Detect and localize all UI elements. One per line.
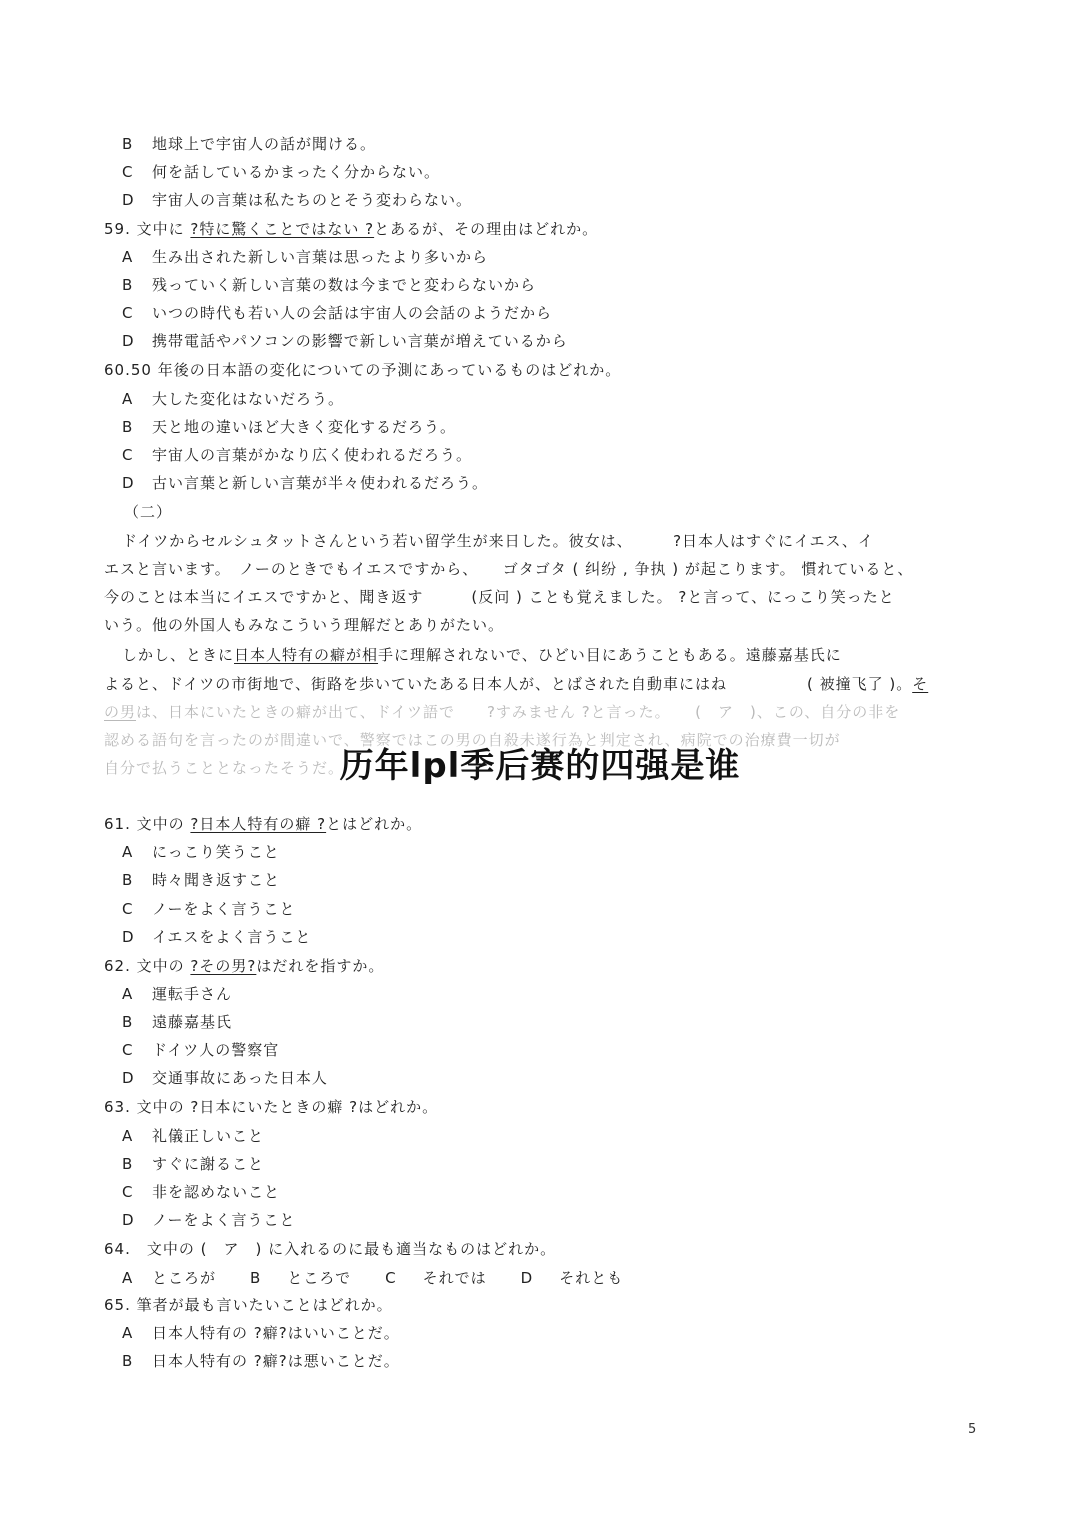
- option-line: A 生み出された新しい言葉は思ったより多いから: [122, 248, 489, 266]
- underlined-phrase: の男: [104, 703, 137, 721]
- option-line: A にっこり笑うこと: [122, 843, 280, 861]
- option-line: D 宇宙人の言葉は私たちのとそう変わらない。: [122, 191, 473, 209]
- question-64: 64. 文中の ( ア ) に入れるのに最も適当なものはどれか。: [104, 1240, 557, 1258]
- option-line: D 古い言葉と新しい言葉が半々使われるだろう。: [122, 474, 489, 492]
- option-line: A 大した変化はないだろう。: [122, 390, 345, 408]
- passage-line: よると、ドイツの市街地で、街路を歩いていたある日本人が、とばされた自動車にはね ( 被撞飞了 )。そ: [104, 675, 929, 693]
- passage-line: ドイツからセルシュタットさんという若い留学生が来日した。彼女は、 ?日本人はすぐにイエス、イ: [122, 532, 874, 550]
- question-61: 61. 文中の ?日本人特有の癖 ?とはどれか。: [104, 815, 423, 833]
- option-line: D ノーをよく言うこと: [122, 1211, 296, 1229]
- quoted-phrase: ?日本人特有の癖 ?: [190, 815, 327, 833]
- option-line: A 礼儀正しいこと: [122, 1127, 265, 1145]
- option-line: D イエスをよく言うこと: [122, 928, 312, 946]
- option-line: B すぐに謝ること: [122, 1155, 265, 1173]
- passage-line: しかし、ときに日本人特有の癖が相手に理解されないで、ひどい目にあうこともある。遠藤嘉基氏に: [122, 646, 842, 664]
- option-line: C 非を認めないこと: [122, 1183, 281, 1201]
- passage-line: 認める語句を言ったのが間違いで、警察ではこの男の自殺未遂行為と判定され、病院での治療費一切が: [104, 731, 841, 749]
- overlay-title: 历年lpl季后赛的四强是谁: [339, 746, 741, 786]
- option-line: B 時々聞き返すこと: [122, 871, 281, 889]
- option-line: C 宇宙人の言葉がかなり広く使われるだろう。: [122, 446, 473, 464]
- option-line: B 残っていく新しい言葉の数は今までと変わらないから: [122, 276, 537, 294]
- passage-line: エスと言います。 ノーのときでもイエスですから、 ゴタゴタ ( 纠纷 , 争执 ) が起こります。 慣れていると、: [104, 560, 914, 578]
- option-line: D 交通事故にあった日本人: [122, 1069, 328, 1087]
- passage-line: 自分で払うこととなったそうだ。: [104, 759, 345, 777]
- option-line: B 日本人特有の ?癖?は悪いことだ。: [122, 1352, 400, 1370]
- option-line: B 天と地の違いほど大きく変化するだろう。: [122, 418, 457, 436]
- option-line: D 携帯電話やパソコンの影響で新しい言葉が増えているから: [122, 332, 568, 350]
- question-65: 65. 筆者が最も言いたいことはどれか。: [104, 1296, 393, 1314]
- option-line: C ドイツ人の警察官: [122, 1041, 280, 1059]
- section-label: （二）: [124, 503, 173, 521]
- question-63: 63. 文中の ?日本にいたときの癖 ?はどれか。: [104, 1098, 439, 1116]
- question-59: 59. 文中に ?特に驚くことではない ?とあるが、その理由はどれか。: [104, 220, 599, 238]
- option-line: C 何を話しているかまったく分からない。: [122, 163, 441, 181]
- option-line: C ノーをよく言うこと: [122, 900, 296, 918]
- quoted-phrase: ?特に驚くことではない ?: [190, 220, 375, 238]
- option-line: A 運転手さん: [122, 985, 233, 1003]
- passage-line: 今のことは本当にイエスですかと、聞き返す (反问 ) ことも覚えました。 ?と言って、にっこり笑ったと: [104, 588, 895, 606]
- underlined-phrase: そ: [912, 675, 929, 693]
- underlined-phrase: 日本人特有の癖が相: [234, 646, 379, 664]
- option-line: C いつの時代も若い人の会話は宇宙人の会話のようだから: [122, 304, 553, 322]
- option-line: B 地球上で宇宙人の話が聞ける。: [122, 135, 377, 153]
- question-60: 60.50 年後の日本語の変化についての予測にあっているものはどれか。: [104, 361, 622, 379]
- option-row: A ところが B ところで C それでは D それとも: [122, 1269, 624, 1287]
- quoted-phrase: ?その男?: [190, 957, 257, 975]
- passage-line: の男は、日本にいたときの癖が出て、ドイツ語で ?すみません ?と言った。 ( ア )、この、自分の非を: [104, 703, 901, 721]
- passage-line: いう。他の外国人もみなこういう理解だとありがたい。: [104, 616, 505, 634]
- page-number: 5: [968, 1422, 977, 1437]
- option-line: B 遠藤嘉基氏: [122, 1013, 233, 1031]
- question-62: 62. 文中の ?その男?はだれを指すか。: [104, 957, 385, 975]
- option-line: A 日本人特有の ?癖?はいいことだ。: [122, 1324, 400, 1342]
